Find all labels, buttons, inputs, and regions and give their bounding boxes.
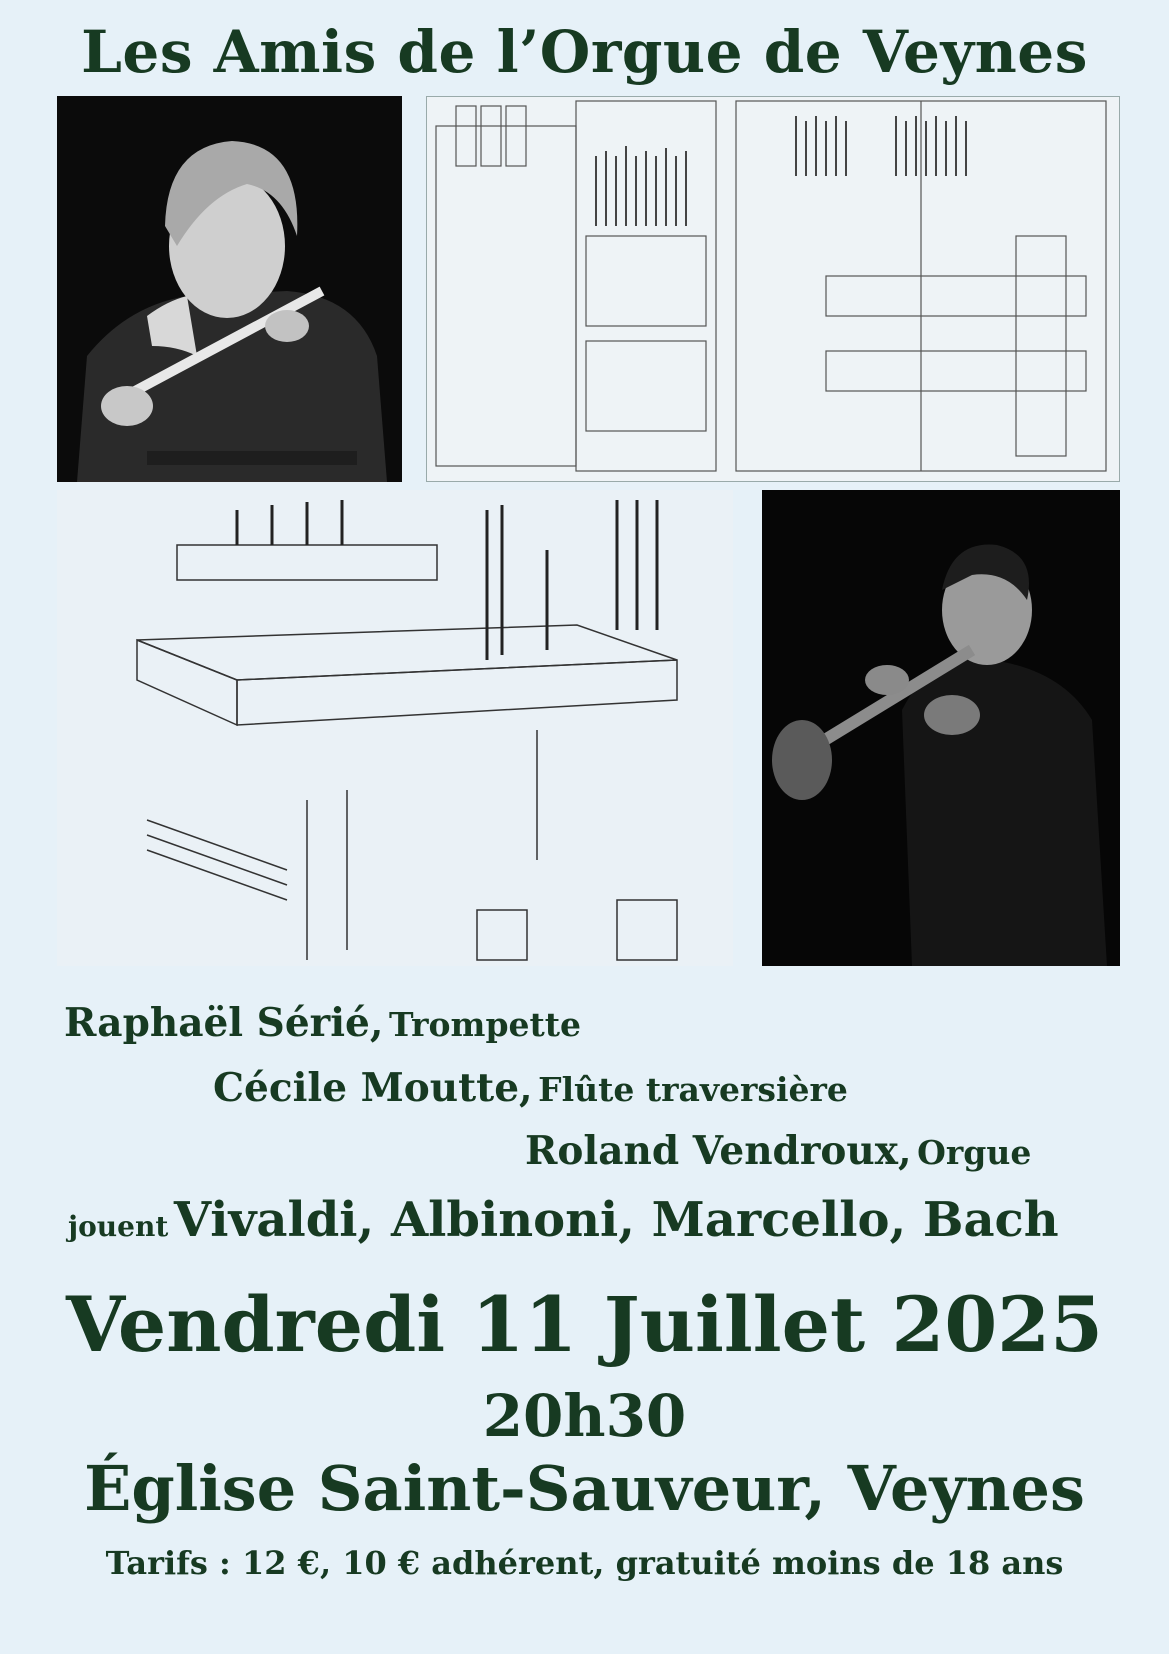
performer-instrument: Trompette [389,1005,582,1044]
performer-separator: , [519,1065,533,1111]
event-prices: Tarifs : 12 €, 10 € adhérent, gratuité moins de 18 ans [105,1544,1064,1582]
program-composers: Vivaldi, Albinoni, Marcello, Bach [173,1192,1059,1248]
organ-blueprint-image [426,96,1120,482]
event-date: Vendredi 11 Juillet 2025 [65,1280,1104,1369]
organ-mechanism-drawing [57,490,733,966]
organ-mechanism-image [57,490,733,966]
performer-separator: , [898,1128,912,1174]
performer-instrument: Orgue [917,1133,1032,1172]
trumpeter-photo [762,490,1120,966]
performer-name: Cécile Moutte [213,1065,520,1111]
performer-row-3 [525,1128,1031,1174]
performer-name: Roland Vendroux [525,1128,898,1174]
event-venue: Église Saint-Sauveur, Veynes [84,1452,1085,1525]
trumpeter-illustration [762,490,1120,966]
poster-title: Les Amis de l’Orgue de Veynes [81,18,1088,86]
organ-blueprint-drawing [426,96,1120,482]
program-line [68,1192,1059,1248]
performer-row-1 [64,1000,581,1046]
program-verb: jouent [68,1210,169,1243]
flutist-illustration [57,96,402,482]
flutist-photo [57,96,402,482]
performer-name: Raphaël Sérié [64,1000,370,1046]
performer-row-2 [213,1065,848,1111]
performer-separator: , [369,1000,384,1046]
event-time: 20h30 [482,1382,687,1450]
performer-instrument: Flûte traversière [538,1070,848,1109]
